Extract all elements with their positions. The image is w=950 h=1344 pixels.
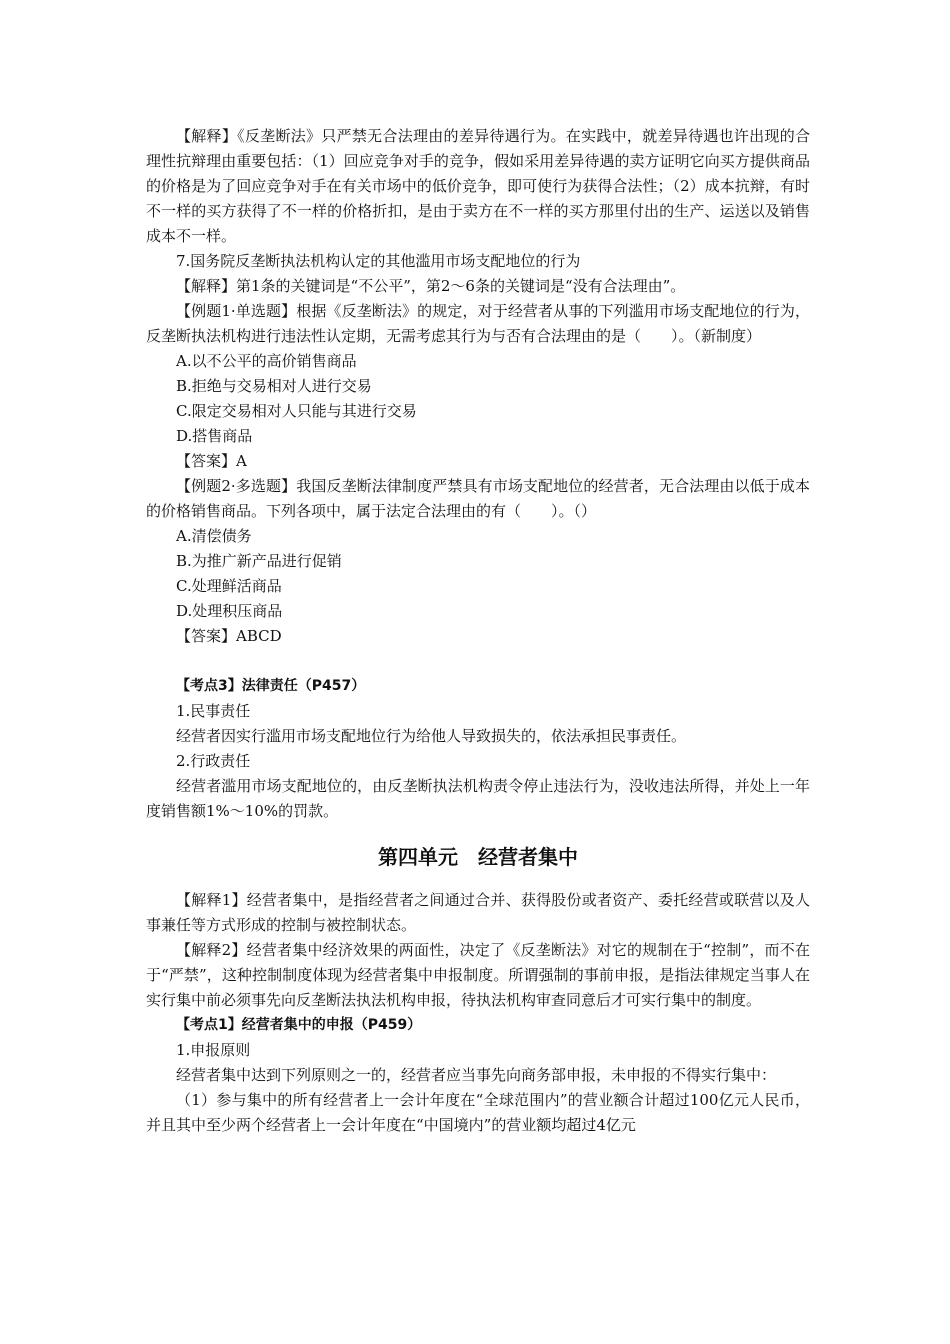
kaodian-3-item: 2.行政责任	[176, 752, 251, 770]
explanation-paragraph: 【解释】《反垄断法》只严禁无合法理由的差异待遇行为。在实践中，就差异待遇也许出现的合理性抗辩理由重要包括：（1）回应竞争对手的竞争，假如采用差异待遇的卖方证明它向买方提供商品的价格是为了回应竞争对手在有关市场中的低价竞争，即可使行为获得合法性；（2）成本抗辩，有时不一样的买方获得了不一样的价格折扣，是由于卖方在不一样的买方那里付出的生产、运送以及销售成本不一样。	[146, 127, 810, 245]
example-1-option-c: C.限定交易相对人只能与其进行交易	[176, 402, 417, 420]
kaodian-3-heading: 【考点3】法律责任（P457）	[176, 678, 366, 694]
kaodian-3-item: 经营者因实行滥用市场支配地位行为给他人导致损失的，依法承担民事责任。	[176, 727, 687, 745]
example-2-answer: 【答案】ABCD	[176, 627, 282, 645]
example-2-option-d: D.处理积压商品	[176, 602, 283, 620]
example-1-question: 【例题1·单选题】根据《反垄断法》的规定，对于经营者从事的下列滥用市场支配地位的行为，反垄断执法机构进行违法性认定期，无需考虑其行为与否有合法理由的是（ ）。（新制度）	[146, 302, 810, 345]
unit-4-explanation-2: 【解释2】经营者集中经济效果的两面性，决定了《反垄断法》对它的规制在于“控制”，而不在于“严禁”，这种控制制度体现为经营者集中申报制度。所谓强制的事前申报，是指法律规定当事人在实行集中前必须事先向反垄断法执法机构申报，待执法机构审查同意后才可实行集中的制度。	[146, 941, 810, 1009]
explanation-keywords: 【解释】第1条的关键词是“不公平”，第2～6条的关键词是“没有合法理由”。	[176, 277, 686, 295]
item-7-heading: 7.国务院反垄断执法机构认定的其他滥用市场支配地位的行为	[176, 252, 581, 270]
example-2-option-c: C.处理鲜活商品	[176, 577, 282, 595]
spacer	[146, 649, 810, 674]
kaodian-3-item: 经营者滥用市场支配地位的，由反垄断执法机构责令停止违法行为，没收违法所得，并处上一年度销售额1%～10%的罚款。	[146, 777, 810, 820]
kaodian-1-item: 1.申报原则	[176, 1041, 251, 1059]
unit-4-title: 第四单元 经营者集中	[378, 845, 578, 869]
example-2-option-b: B.为推广新产品进行促销	[176, 552, 342, 570]
example-1-option-b: B.拒绝与交易相对人进行交易	[176, 377, 372, 395]
kaodian-3-item: 1.民事责任	[176, 702, 251, 720]
example-2-option-a: A.清偿债务	[176, 527, 252, 545]
kaodian-1-item: 经营者集中达到下列原则之一的，经营者应当事先向商务部申报，未申报的不得实行集中：	[176, 1066, 777, 1084]
unit-4-explanation-1: 【解释1】经营者集中，是指经营者之间通过合并、获得股份或者资产、委托经营或联营以及人事兼任等方式形成的控制与被控制状态。	[146, 891, 810, 934]
document-page	[146, 124, 810, 1138]
kaodian-1-heading: 【考点1】经营者集中的申报（P459）	[176, 1017, 422, 1033]
example-2-question: 【例题2·多选题】我国反垄断法律制度严禁具有市场支配地位的经营者，无合法理由以低于成本的价格销售商品。下列各项中，属于法定合法理由的有（ ）。（）	[146, 477, 810, 520]
example-1-option-a: A.以不公平的高价销售商品	[176, 352, 357, 370]
example-1-answer: 【答案】A	[176, 452, 247, 470]
example-1-option-d: D.搭售商品	[176, 427, 253, 445]
kaodian-1-item: （1）参与集中的所有经营者上一会计年度在“全球范围内”的营业额合计超过100亿元人民币，并且其中至少两个经营者上一会计年度在“中国境内”的营业额均超过4亿元	[146, 1091, 810, 1134]
